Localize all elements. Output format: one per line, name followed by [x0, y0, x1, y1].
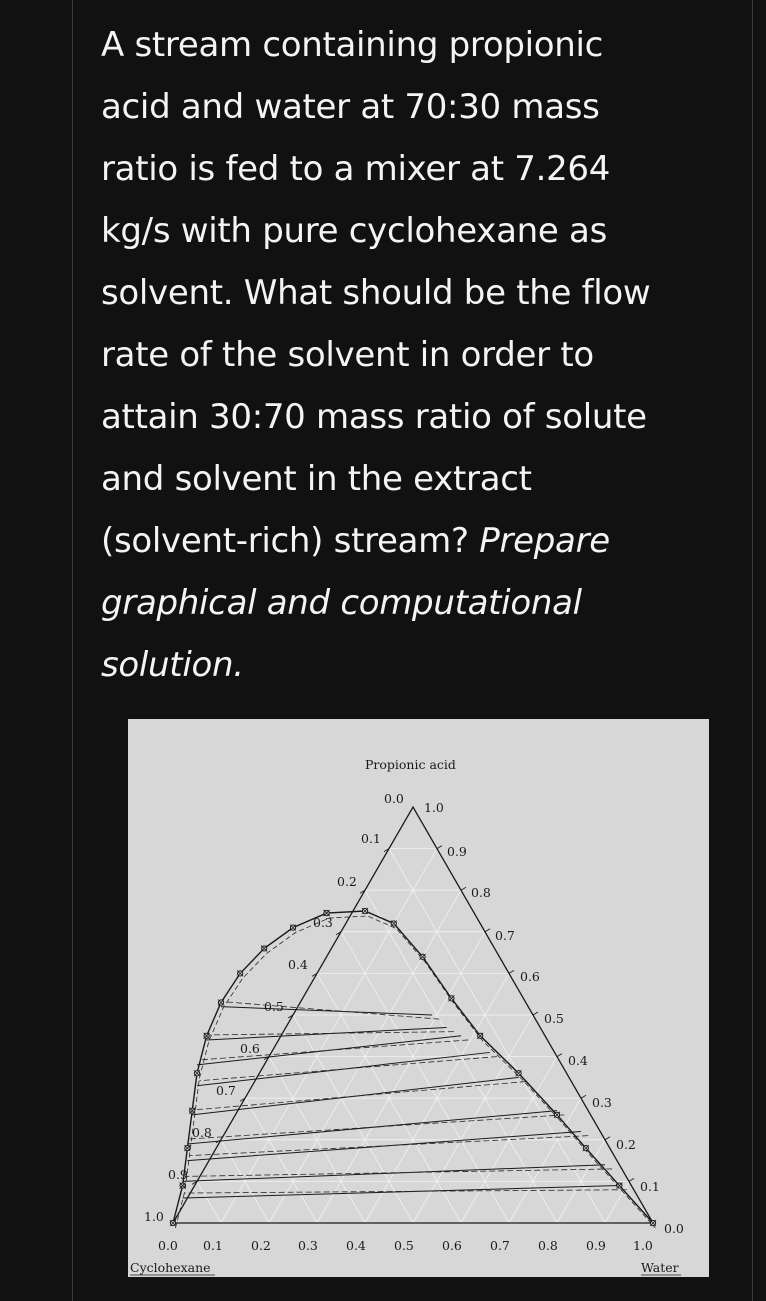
question-line: attain 30:70 mass ratio of solute [101, 397, 647, 437]
italic-prepare: Prepare [479, 521, 610, 561]
chart-title: Propionic acid [365, 757, 456, 772]
question-line: and solvent in the extract [101, 459, 532, 499]
right-edge-tick [461, 887, 466, 890]
right-edge-tick [485, 929, 490, 932]
grid-line [389, 849, 605, 1223]
left-tick-label: 0.5 [264, 999, 284, 1014]
right-tick-label: 0.2 [616, 1137, 636, 1152]
corner-label-water: Water [641, 1260, 679, 1275]
right-tick-label: 0.5 [544, 1011, 564, 1026]
left-tick-label: 0.7 [216, 1083, 236, 1098]
left-tick-label: 0.2 [337, 874, 357, 889]
grid-line [413, 1015, 533, 1223]
question-line-with-italic [101, 510, 721, 572]
grid-line [245, 1098, 317, 1223]
grid-line [317, 932, 485, 1223]
frame-border-right [752, 0, 753, 1301]
ternary-diagram [128, 719, 709, 1277]
bottom-tick-label: 0.4 [346, 1238, 366, 1253]
bottom-tick-label: 1.0 [633, 1238, 653, 1253]
question-italic-line: solution. [101, 645, 244, 685]
left-tick-label: 0.8 [192, 1125, 212, 1140]
question-line: solvent. What should be the flow [101, 273, 651, 313]
frame-border-left [72, 0, 73, 1301]
right-tick-label: 0.9 [447, 844, 467, 859]
bottom-tick-label: 0.2 [251, 1238, 271, 1253]
right-edge-tick [629, 1178, 634, 1181]
bottom-tick-label: 0.6 [442, 1238, 462, 1253]
bottom-tick-label: 0.0 [158, 1238, 178, 1253]
left-tick-label: 0.3 [313, 915, 333, 930]
tie-line [187, 1131, 581, 1160]
question-line: A stream containing propionic [101, 25, 604, 65]
left-tick-label: 0.4 [288, 957, 308, 972]
left-tick-label: 0.6 [240, 1041, 260, 1056]
bottom-tick-label: 0.9 [586, 1238, 606, 1253]
apex-label-top-right: 1.0 [424, 800, 444, 815]
tie-line [221, 1007, 432, 1015]
bottom-tick-label: 0.3 [298, 1238, 318, 1253]
left-tick-label: 0.1 [361, 831, 381, 846]
right-tick-label: 0.6 [520, 969, 540, 984]
ternary-figure [128, 719, 709, 1277]
question-text [101, 14, 721, 696]
right-edge-tick [557, 1054, 562, 1057]
tie-lines [183, 1002, 627, 1198]
grid-line [197, 1181, 221, 1223]
bottom-tick-label: 0.8 [538, 1238, 558, 1253]
grid-line [341, 932, 509, 1223]
question-line: kg/s with pure cyclohexane as [101, 211, 607, 251]
bottom-tick-label: 0.5 [394, 1238, 414, 1253]
right-edge-tick [581, 1095, 586, 1098]
corner-label-cyclohexane: Cyclohexane [130, 1260, 211, 1275]
tie-line-dashed [223, 1002, 439, 1019]
right-edge-tick [605, 1137, 610, 1140]
right-edge-tick [437, 846, 442, 849]
question-line: rate of the solvent in order to [101, 335, 594, 375]
right-tick-label: 0.1 [640, 1179, 660, 1194]
grid-line [221, 849, 437, 1223]
right-tick-label: 0.8 [471, 885, 491, 900]
left-tick-label: 0.9 [168, 1167, 188, 1182]
left-tick-label: 1.0 [144, 1209, 164, 1224]
right-tick-label: 0.3 [592, 1095, 612, 1110]
right-edge-tick [509, 970, 514, 973]
right-tick-label: 0.7 [495, 928, 515, 943]
bottom-tick-label: 0.1 [203, 1238, 223, 1253]
question-line: acid and water at 70:30 mass [101, 87, 600, 127]
right-tick-label: 0.0 [664, 1221, 684, 1236]
grid-line [509, 1098, 581, 1223]
question-line-text: (solvent-rich) stream? [101, 521, 469, 561]
right-tick-label: 0.4 [568, 1053, 588, 1068]
apex-label-top: 0.0 [384, 791, 404, 806]
right-edge-tick [533, 1012, 538, 1015]
tie-line-dashed [195, 1082, 526, 1110]
question-italic-line: graphical and computational [101, 583, 582, 623]
question-line: ratio is fed to a mixer at 7.264 [101, 149, 611, 189]
bottom-tick-label: 0.7 [490, 1238, 510, 1253]
